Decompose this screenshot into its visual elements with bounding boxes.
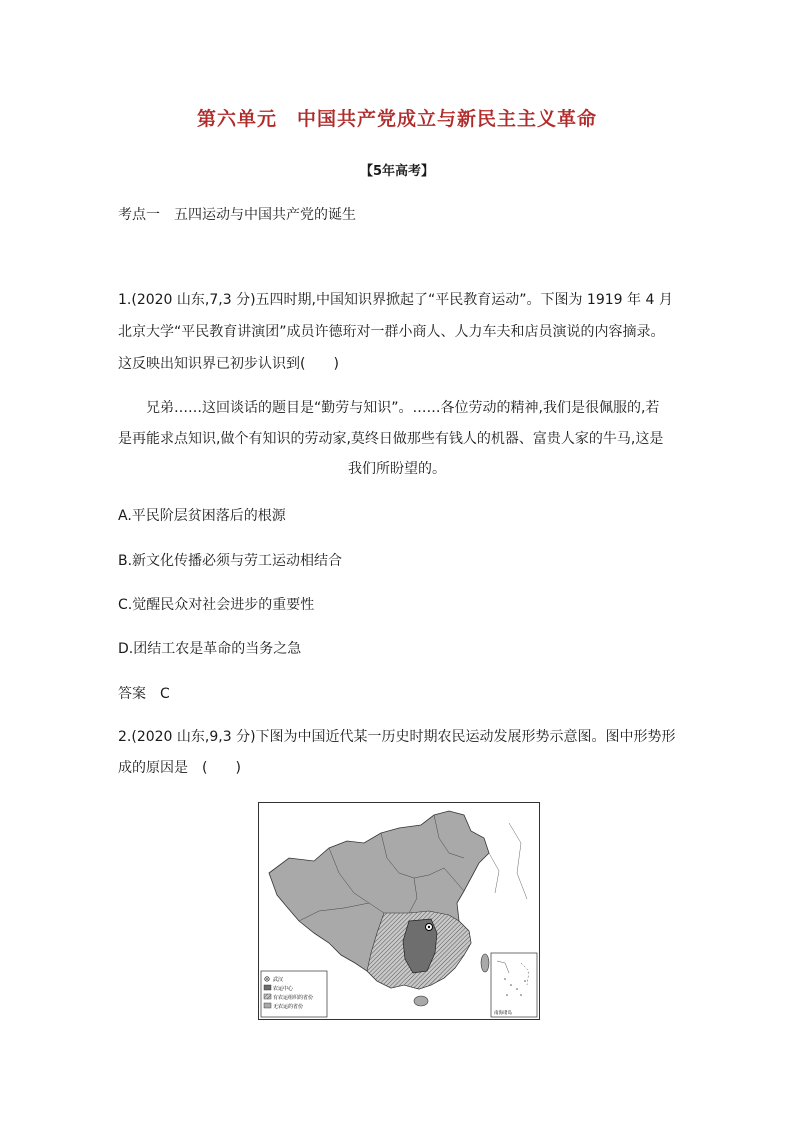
q1-line-1: 1.(2020 山东,7,3 分)五四时期,中国知识界掀起了“平民教育运动”。下图为 1919 年 4 月: [118, 292, 673, 308]
q1-quote-line-3: 我们所盼望的。: [348, 461, 446, 477]
q1-option-a: A.平民阶层贫困落后的根源: [118, 508, 286, 524]
legend-center-swatch: [264, 985, 271, 990]
map-inset: [491, 953, 537, 1017]
legend-wuhan: 武汉: [273, 977, 284, 983]
q2-line-1: 2.(2020 山东,9,3 分)下图为中国近代某一历史时期农民运动发展形势示意图。图中形势形: [118, 729, 676, 745]
legend-organized-swatch: [264, 994, 271, 999]
q1-option-c: C.觉醒民众对社会进步的重要性: [118, 597, 315, 613]
q1-answer: 答案 C: [118, 686, 170, 702]
q2-line-2: 成的原因是 ( ): [118, 760, 241, 776]
map-graphic: [259, 803, 539, 1019]
q1-quote-line-2: 是再能求点知识,做个有知识的劳动家,莫终日做那些有钱人的机器、富贵人家的牛马,这是: [118, 431, 664, 447]
legend-none: 无农运的省份: [273, 1004, 304, 1010]
q1-option-b: B.新文化传播必须与劳工运动相结合: [118, 553, 343, 569]
q1-line-3: 这反映出知识界已初步认识到( ): [118, 356, 339, 372]
page-title: 第六单元 中国共产党成立与新民主主义革命: [196, 108, 597, 130]
q1-option-d: D.团结工农是革命的当务之急: [118, 641, 302, 657]
topic-heading: 考点一 五四运动与中国共产党的诞生: [118, 207, 356, 223]
q1-line-2: 北京大学“平民教育讲演团”成员许德珩对一群小商人、人力车夫和店员演说的内容摘录。: [118, 324, 665, 340]
legend-center: 农运中心: [273, 986, 294, 992]
peasant-movement-map: [258, 802, 540, 1020]
legend-none-swatch: [264, 1003, 271, 1008]
section-tag: 【5年高考】: [359, 164, 435, 179]
legend-organized: 有农运组织的省份: [273, 995, 314, 1001]
q1-quote-line-1: 兄弟……这回谈话的题目是“勤劳与知识”。……各位劳动的精神,我们是很佩服的,若: [146, 400, 660, 416]
inset-label: 南海诸岛: [494, 1011, 512, 1016]
